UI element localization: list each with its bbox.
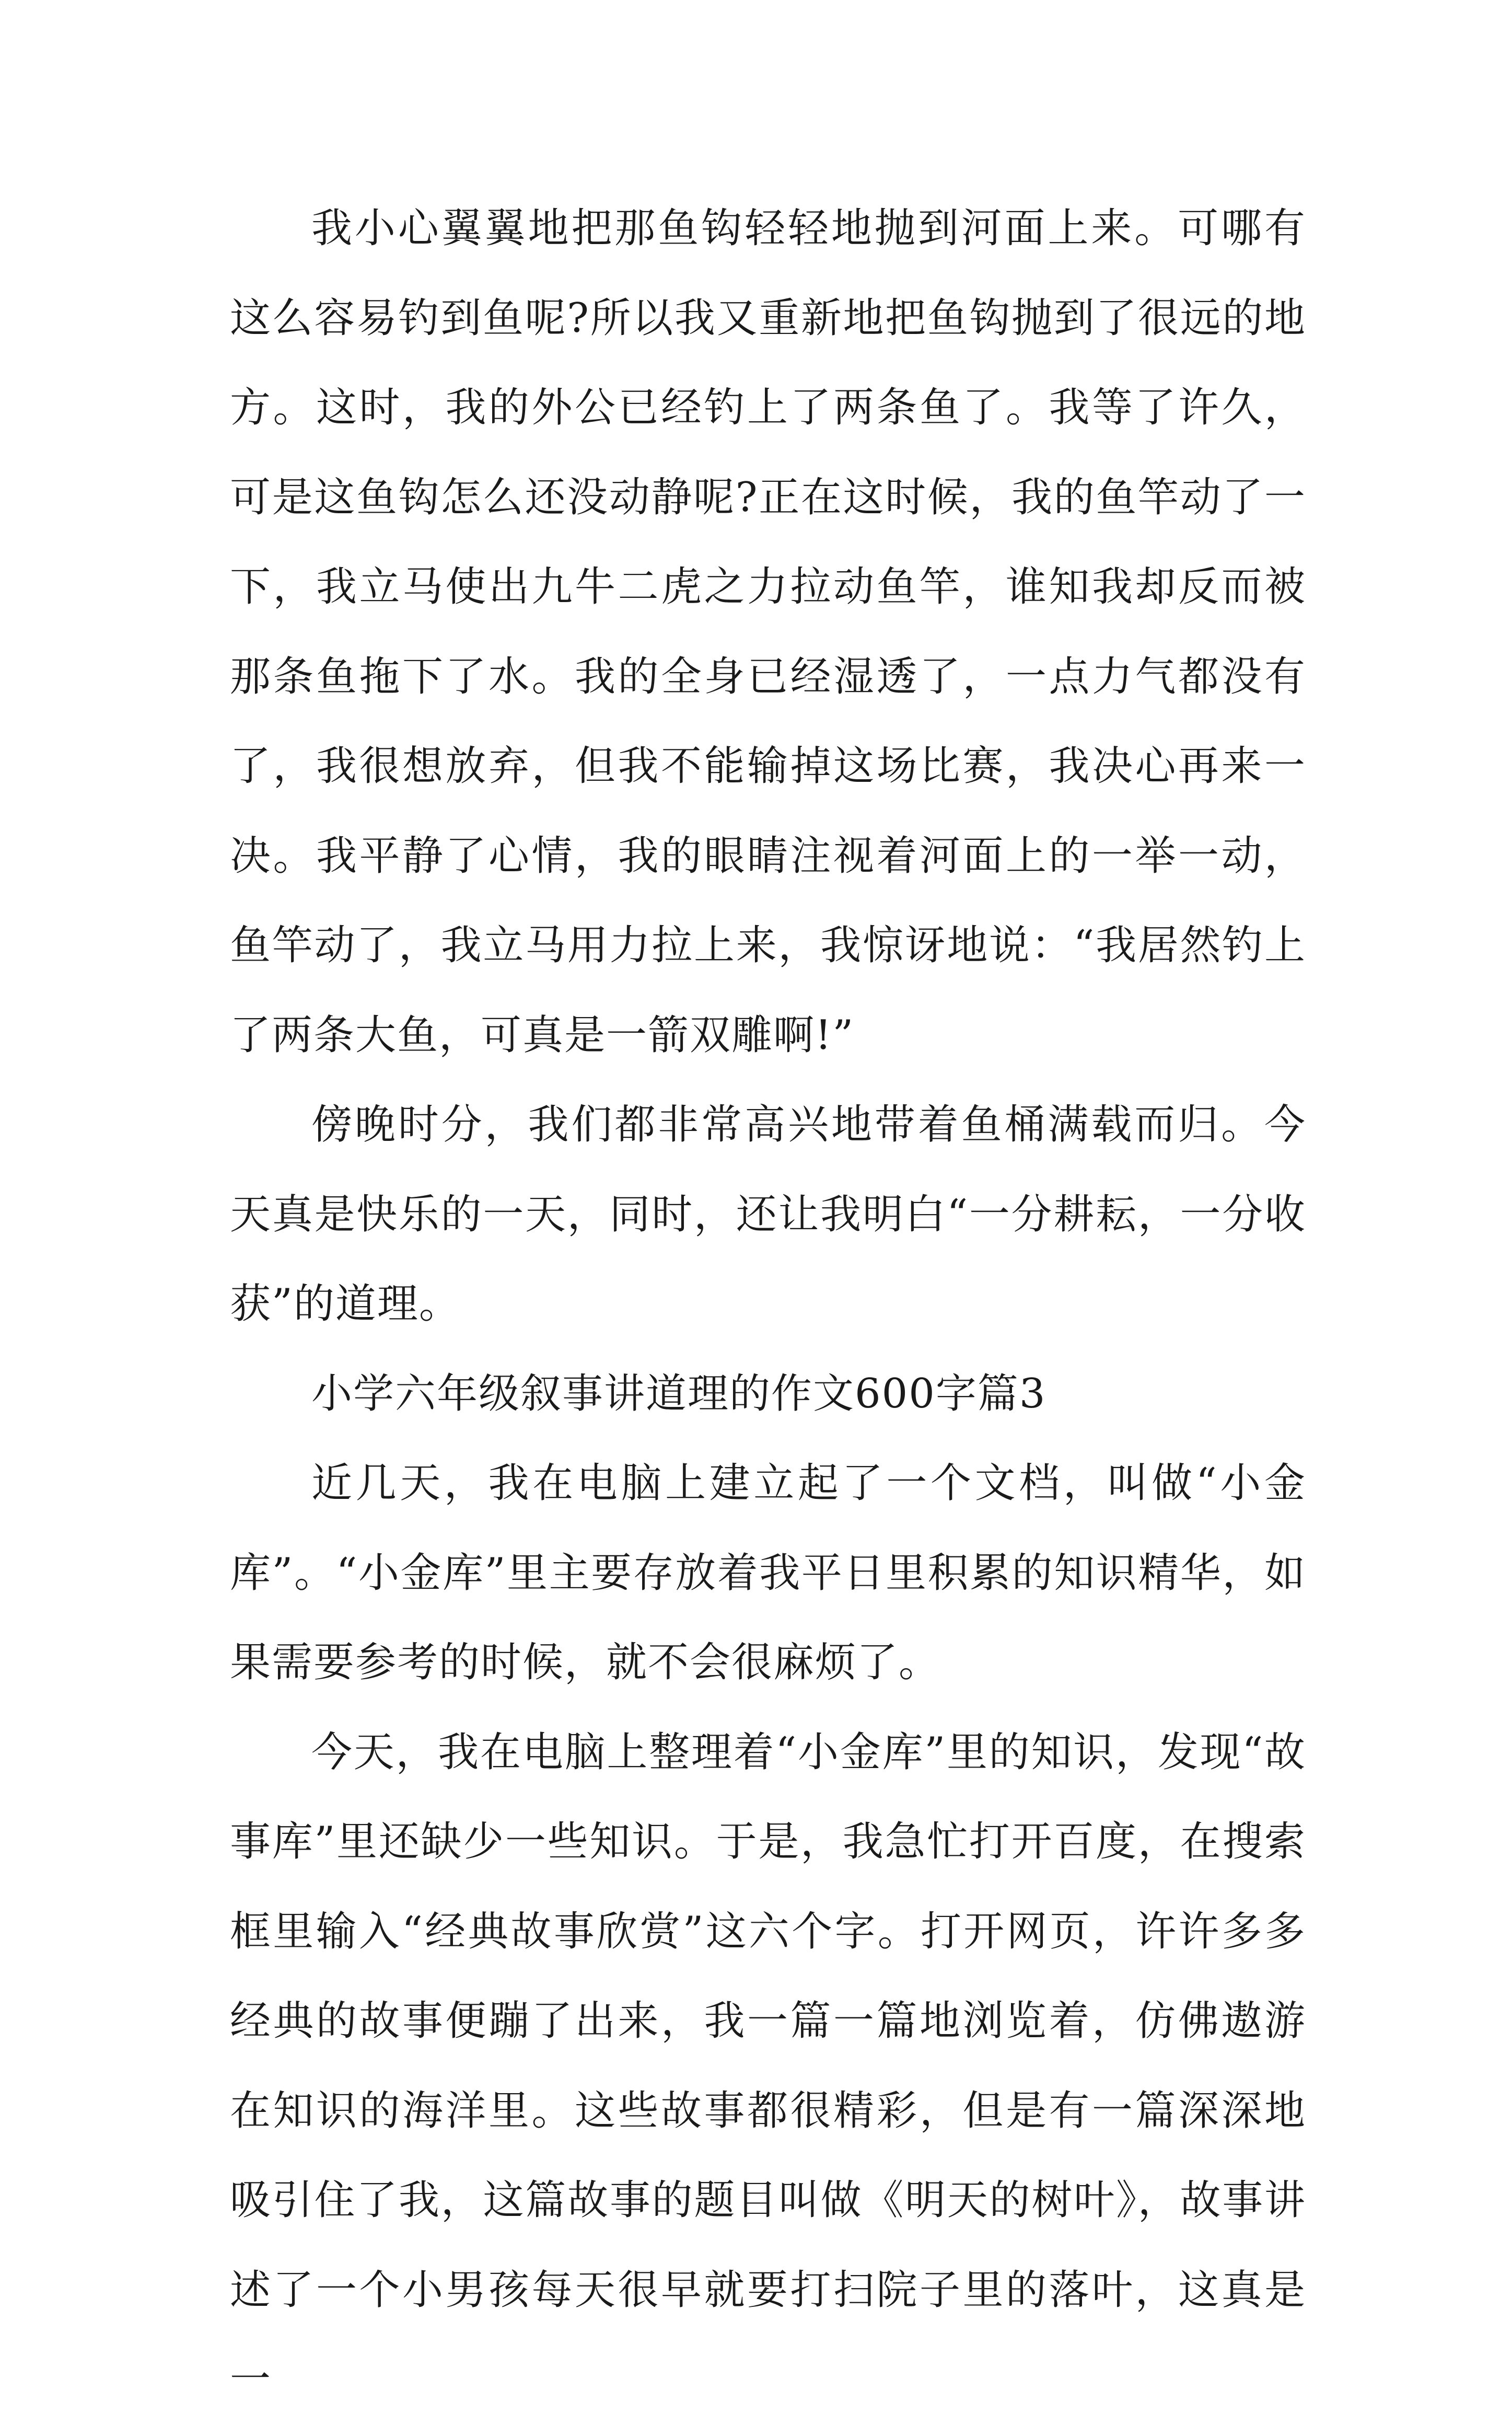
paragraph-story-library: 今天，我在电脑上整理着“小金库”里的知识，发现“故事库”里还缺少一些知识。于是，我急忙打开百度，在搜索框里输入“经典故事欣赏”这六个字。打开网页，许许多多经典的故事便蹦了出来，我一篇一篇地浏览着，仿佛遨游在知识的海洋里。这些故事都很精彩，但是有一篇深深地吸引住了我，这篇故事的题目叫做《明天的树叶》，故事讲述了一个小男孩每天很早就要打扫院子里的落叶，这真是一 [230, 1728, 1306, 2403]
document-body [230, 184, 1306, 2425]
paragraph-gold-vault: 近几天，我在电脑上建立起了一个文档，叫做“小金库”。“小金库”里主要存放着我平日里积累的知识精华，如果需要参考的时候，就不会很麻烦了。 [230, 1460, 1306, 1686]
paragraph-evening: 傍晚时分，我们都非常高兴地带着鱼桶满载而归。今天真是快乐的一天，同时，还让我明白“一分耕耘，一分收获”的道理。 [230, 1101, 1306, 1327]
paragraph-fishing: 我小心翼翼地把那鱼钩轻轻地抛到河面上来。可哪有这么容易钓到鱼呢?所以我又重新地把鱼钩抛到了很远的地方。这时，我的外公已经钓上了两条鱼了。我等了许久，可是这鱼钩怎么还没动静呢?正在这时候，我的鱼竿动了一下，我立马使出九牛二虎之力拉动鱼竿，谁知我却反而被那条鱼拖下了水。我的全身已经湿透了，一点力气都没有了，我很想放弃，但我不能输掉这场比赛，我决心再来一决。我平静了心情，我的眼睛注视着河面上的一举一动，鱼竿动了，我立马用力拉上来，我惊讶地说：“我居然钓上了两条大鱼，可真是一箭双雕啊!” [230, 205, 1306, 1059]
section-title: 小学六年级叙事讲道理的作文600字篇3 [311, 1370, 1046, 1417]
